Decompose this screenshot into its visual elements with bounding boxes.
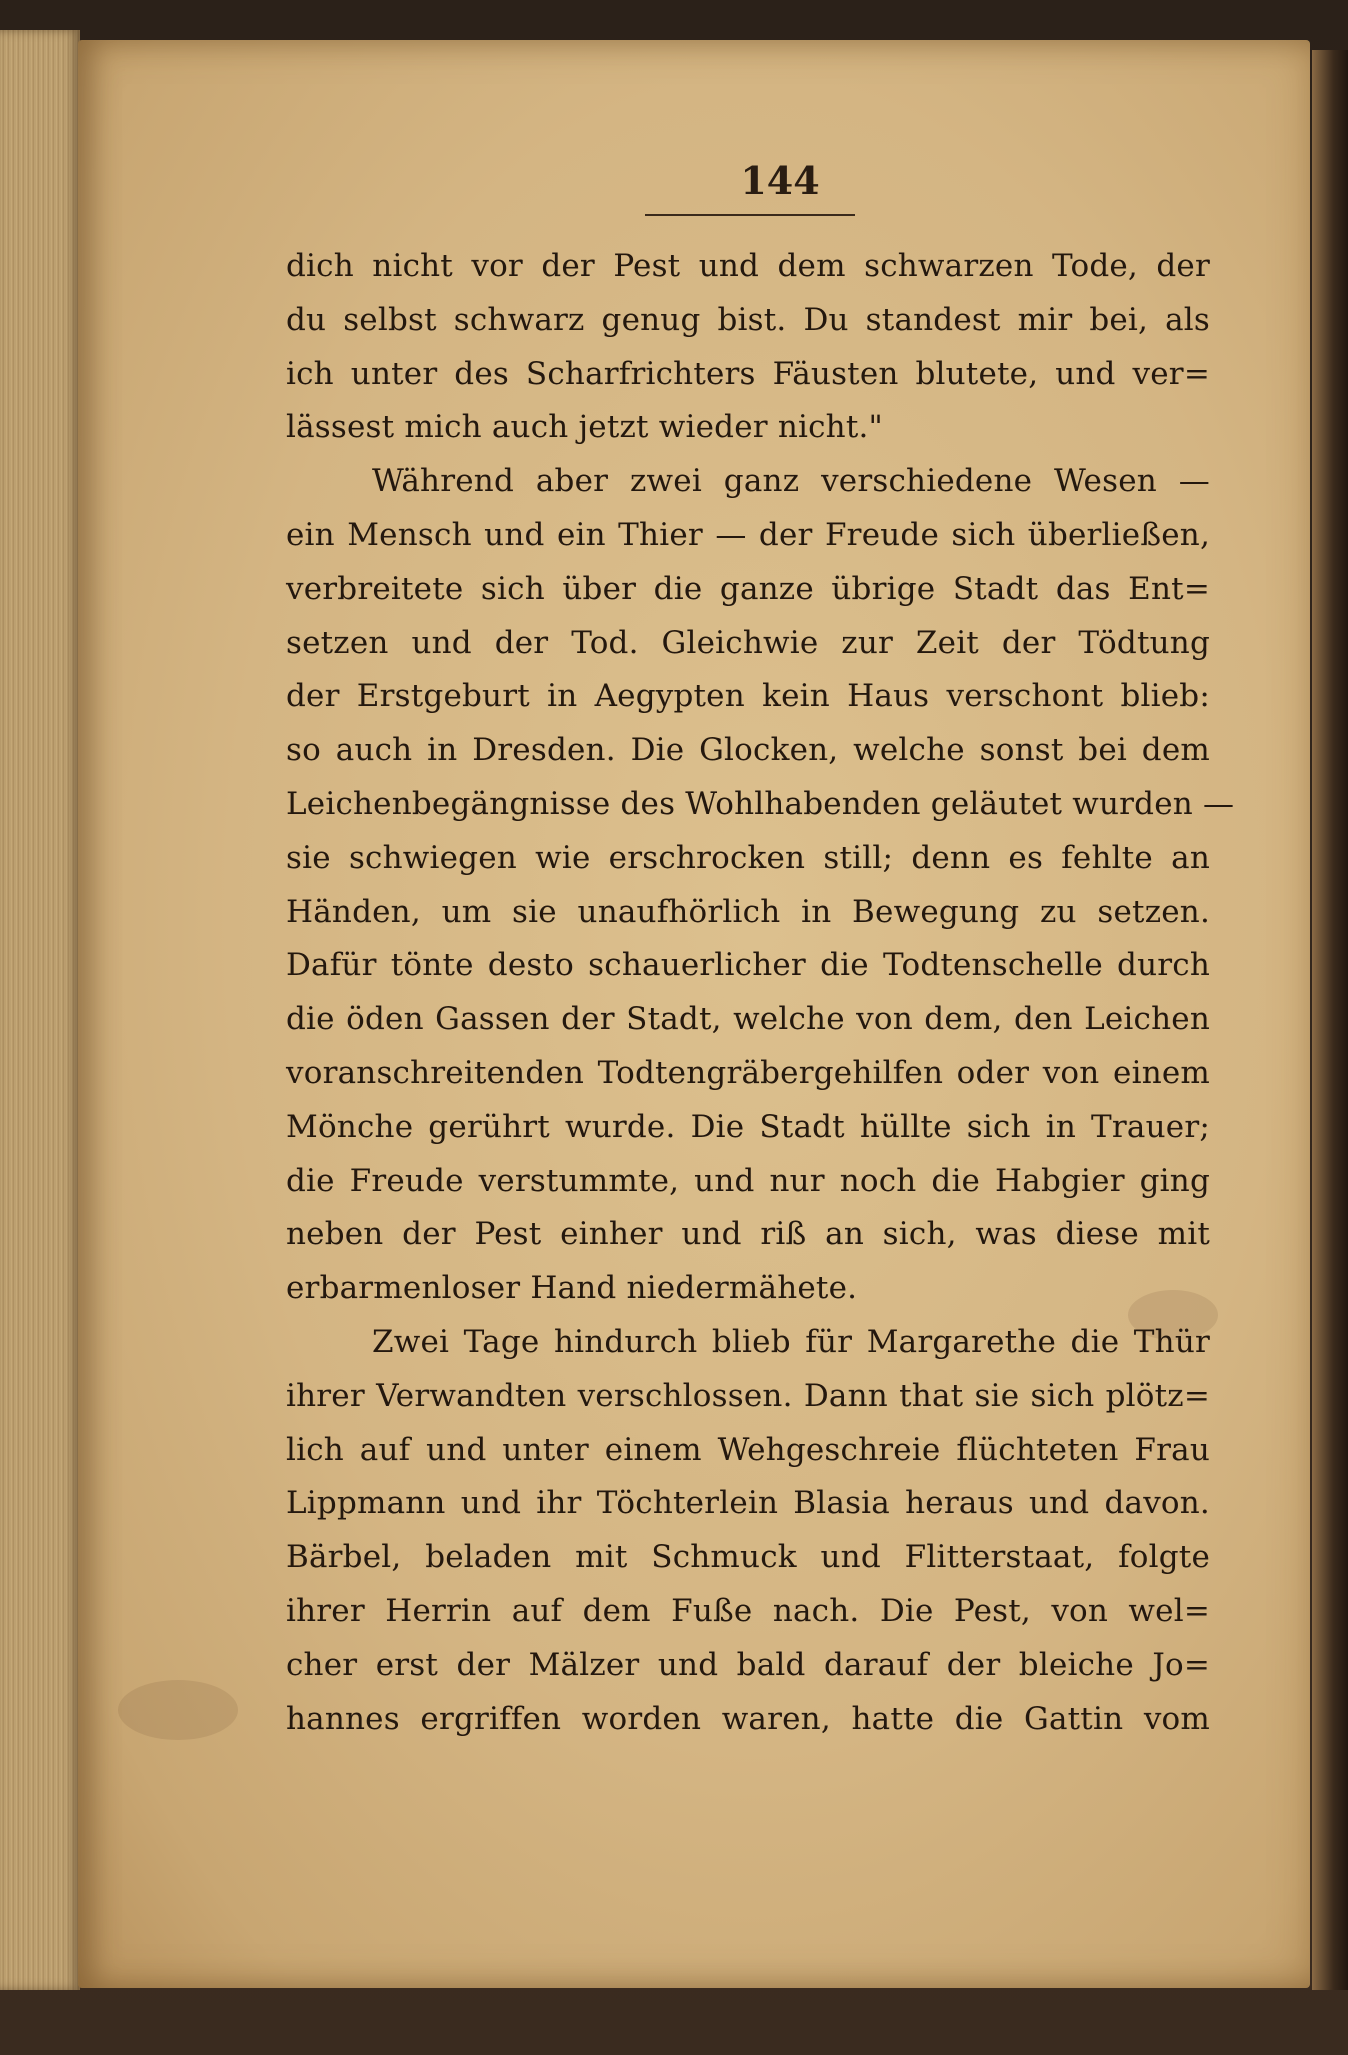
text-line: Leichenbegängnisse des Wohlhabenden geläutet wurden — [286, 785, 1235, 822]
page-stack-edge [0, 30, 80, 1990]
text-line: Bärbel, beladen mit Schmuck und Flitterstaat, folgte [286, 1539, 1210, 1576]
page-number: 144 [740, 158, 820, 203]
text-line: ein Mensch und ein Thier — der Freude sich überließen, [286, 516, 1210, 553]
text-line: Lippmann und ihr Töchterlein Blasia heraus und davon. [286, 1485, 1210, 1522]
text-line: du selbst schwarz genug bist. Du standest mir bei, als [286, 301, 1210, 338]
text-line: ihrer Verwandten verschlossen. Dann that sie sich plötz= [286, 1377, 1210, 1414]
text-line: Zwei Tage hindurch blieb für Margarethe die Thür [372, 1323, 1210, 1360]
book-gutter-edge [1312, 50, 1348, 1990]
text-line: lich auf und unter einem Wehgeschreie flüchteten Frau [286, 1431, 1210, 1468]
text-line: voranschreitenden Todtengräbergehilfen oder von einem [286, 1054, 1210, 1091]
text-line: neben der Pest einher und riß an sich, was diese mit [286, 1216, 1210, 1253]
text-line: dich nicht vor der Pest und dem schwarzen Tode, der [286, 248, 1210, 284]
text-line: die öden Gassen der Stadt, welche von dem, den Leichen [286, 1001, 1210, 1038]
body-text [286, 240, 1235, 1746]
text-line: die Freude verstummte, und nur noch die Habgier ging [286, 1162, 1210, 1199]
header-rule [645, 214, 855, 216]
text-line: setzen und der Tod. Gleichwie zur Zeit der Tödtung [286, 624, 1210, 661]
text-line: Während aber zwei ganz verschiedene Wesen — [372, 463, 1210, 500]
text-line: Dafür tönte desto schauerlicher die Todtenschelle durch [286, 947, 1210, 984]
text-line: lässest mich auch jetzt wieder nicht." [286, 409, 883, 446]
text-line: der Erstgeburt in Aegypten kein Haus verschont blieb: [286, 678, 1210, 715]
page-stain [118, 1680, 238, 1740]
text-line: Mönche gerührt wurde. Die Stadt hüllte sich in Trauer; [286, 1108, 1210, 1145]
text-line: erbarmenloser Hand niedermähete. [286, 1270, 858, 1307]
text-line: cher erst der Mälzer und bald darauf der bleiche Jo= [286, 1646, 1210, 1683]
text-line: hannes ergriffen worden waren, hatte die Gattin vom [286, 1700, 1210, 1737]
text-line: ich unter des Scharfrichters Fäusten blutete, und ver= [286, 355, 1210, 392]
text-line: Händen, um sie unaufhörlich in Bewegung zu setzen. [286, 893, 1210, 930]
text-line: so auch in Dresden. Die Glocken, welche sonst bei dem [286, 732, 1210, 769]
text-line: verbreitete sich über die ganze übrige Stadt das Ent= [286, 570, 1210, 607]
text-line: sie schwiegen wie erschrocken still; denn es fehlte an [286, 839, 1210, 876]
text-line: ihrer Herrin auf dem Fuße nach. Die Pest, von wel= [286, 1592, 1210, 1629]
